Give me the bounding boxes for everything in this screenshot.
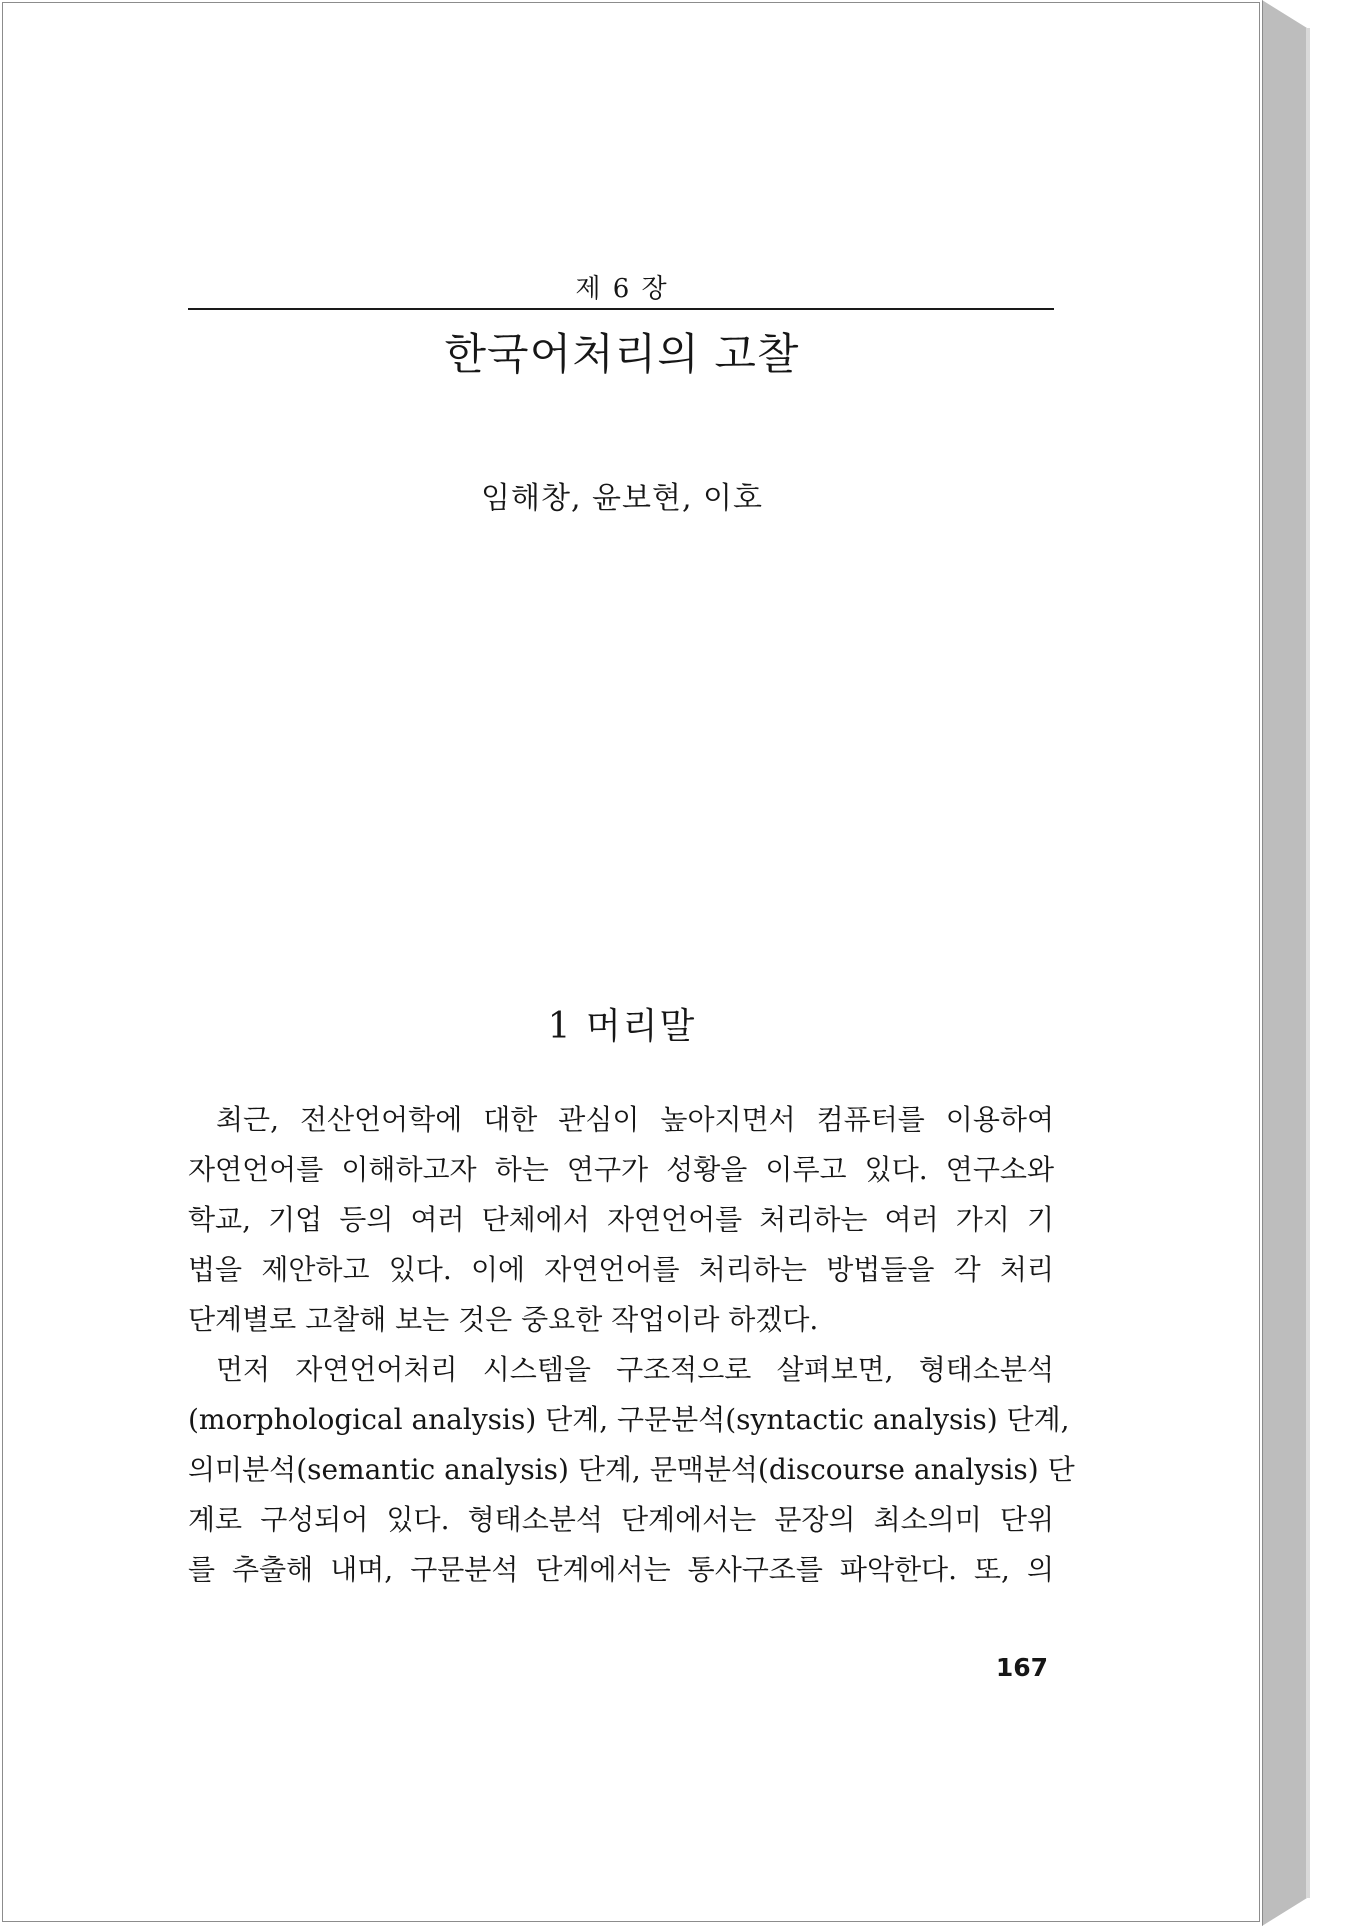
paragraph	[188, 1095, 1054, 1345]
text-line: 학교, 기업 등의 여러 단체에서 자연언어를 처리하는 여러 가지 기	[188, 1203, 1054, 1236]
text-line: 먼저 자연언어처리 시스템을 구조적으로 살펴보면, 형태소분석	[216, 1353, 1054, 1386]
authors: 임해창, 윤보현, 이호	[481, 481, 763, 516]
text-line: 의미분석(semantic analysis) 단계, 문맥분석(discourse analysis) 단	[188, 1453, 1075, 1486]
book-page-edge-shade	[1306, 28, 1310, 1898]
chapter-title: 한국어처리의 고찰	[444, 330, 800, 380]
text-line: (morphological analysis) 단계, 구문분석(syntactic analysis) 단계,	[188, 1403, 1070, 1436]
text-line: 법을 제안하고 있다. 이에 자연언어를 처리하는 방법들을 각 처리	[188, 1253, 1054, 1286]
text-line: 단계별로 고찰해 보는 것은 중요한 작업이라 하겠다.	[188, 1303, 819, 1336]
text-line: 를 추출해 내며, 구문분석 단계에서는 통사구조를 파악한다. 또, 의	[188, 1553, 1054, 1586]
text-line: 자연언어를 이해하고자 하는 연구가 성황을 이루고 있다. 연구소와	[188, 1153, 1054, 1186]
page-number: 167	[995, 1653, 1048, 1682]
title-rule	[188, 308, 1054, 310]
text-line: 최근, 전산언어학에 대한 관심이 높아지면서 컴퓨터를 이용하여	[216, 1103, 1054, 1136]
text-line: 계로 구성되어 있다. 형태소분석 단계에서는 문장의 최소의미 단위	[188, 1503, 1054, 1536]
book-page-edge	[1262, 0, 1307, 1926]
chapter-label: 제 6 장	[575, 274, 669, 304]
body-text	[188, 1095, 1075, 1595]
section-heading: 1 머리말	[547, 1006, 697, 1047]
book-page	[2, 2, 1260, 1922]
paragraph	[188, 1345, 1075, 1595]
